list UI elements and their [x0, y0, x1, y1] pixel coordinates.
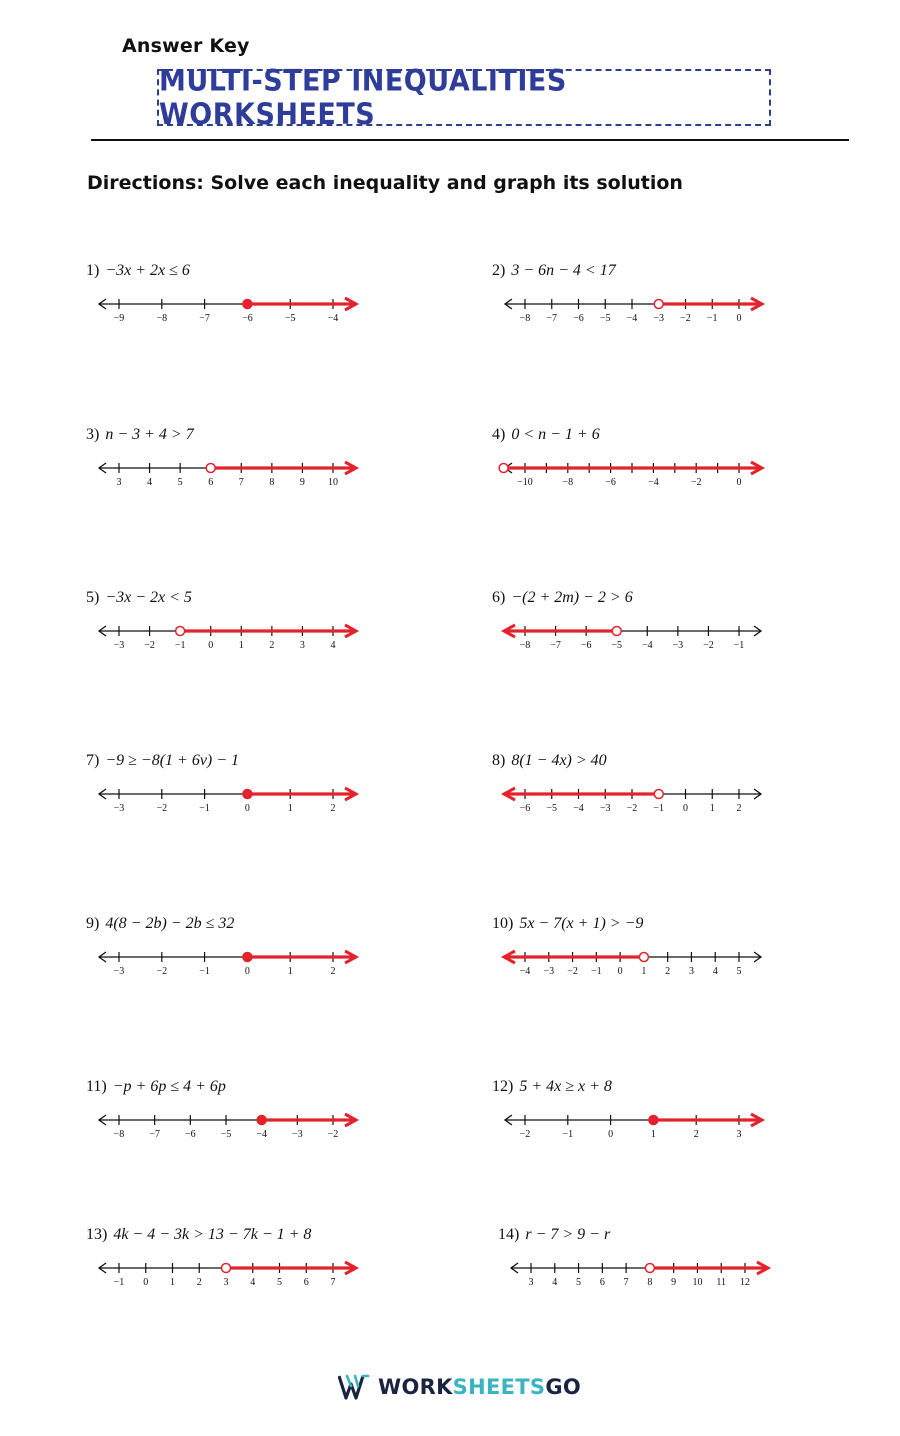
tick-label: 6 — [208, 477, 214, 488]
tick-label: −1 — [113, 1277, 125, 1288]
problem-expression: −p + 6p ≤ 4 + 6p — [112, 1078, 226, 1095]
tick-label: 8 — [647, 1277, 653, 1288]
problem-number: 10) — [492, 915, 514, 932]
tick-label: 6 — [599, 1277, 605, 1288]
problem-statement — [492, 262, 616, 280]
tick-label: −6 — [605, 477, 616, 488]
tick-label: 10 — [692, 1277, 703, 1288]
tick-label: −6 — [242, 313, 253, 324]
tick-label: 5 — [277, 1277, 282, 1288]
tick-label: −1 — [562, 1129, 574, 1140]
problem-number: 5) — [86, 589, 100, 606]
title-banner — [157, 64, 771, 131]
tick-label: 3 — [688, 966, 694, 977]
problem-1 — [86, 262, 386, 332]
number-line — [492, 774, 782, 814]
tick-label: 7 — [238, 477, 244, 488]
tick-label: −4 — [626, 313, 638, 324]
problem-11 — [86, 1078, 386, 1148]
tick-label: −2 — [156, 803, 168, 814]
number-line — [86, 1100, 376, 1140]
tick-label: −1 — [733, 640, 745, 651]
problem-statement — [498, 1226, 610, 1244]
answer-key-label: Answer Key — [122, 35, 250, 57]
tick-label: 5 — [576, 1277, 582, 1288]
tick-label: −8 — [519, 640, 531, 651]
tick-label: −4 — [519, 966, 531, 977]
open-endpoint — [222, 1264, 231, 1273]
tick-label: −1 — [199, 966, 210, 977]
problem-number: 1) — [86, 262, 100, 279]
tick-label: −4 — [327, 313, 339, 324]
tick-label: 0 — [208, 640, 214, 651]
tick-label: −7 — [199, 313, 210, 324]
tick-label: −8 — [113, 1129, 125, 1140]
tick-label: 0 — [736, 477, 742, 488]
number-line — [492, 611, 782, 651]
tick-label: −5 — [546, 803, 558, 814]
problem-expression: 4(8 − 2b) − 2b ≤ 32 — [105, 915, 235, 932]
number-line — [492, 448, 782, 488]
tick-label: 2 — [269, 640, 275, 651]
number-line — [86, 611, 376, 651]
logo-wordmark: WORKSHEETSGO — [378, 1375, 582, 1399]
problem-expression: 5 + 4x ≥ x + 8 — [519, 1078, 612, 1095]
tick-label: 0 — [736, 313, 742, 324]
tick-label: 1 — [238, 640, 244, 651]
number-line — [498, 1248, 788, 1288]
number-line — [86, 774, 376, 814]
open-endpoint — [645, 1264, 654, 1273]
problem-number: 6) — [492, 589, 506, 606]
tick-label: 1 — [287, 803, 293, 814]
problem-statement — [86, 752, 239, 770]
closed-endpoint — [257, 1116, 266, 1125]
number-line — [492, 1100, 782, 1140]
tick-label: 3 — [299, 640, 305, 651]
tick-label: −7 — [546, 313, 558, 324]
tick-label: −9 — [113, 313, 125, 324]
number-line — [492, 284, 782, 324]
problem-statement — [492, 915, 643, 933]
tick-label: 1 — [287, 966, 293, 977]
problem-number: 13) — [86, 1226, 108, 1243]
tick-label: 2 — [330, 803, 336, 814]
tick-label: 6 — [303, 1277, 309, 1288]
tick-label: −1 — [199, 803, 210, 814]
tick-label: 0 — [143, 1277, 149, 1288]
problem-number: 2) — [492, 262, 506, 279]
problem-6 — [492, 589, 792, 659]
problem-expression: 8(1 − 4x) > 40 — [511, 752, 607, 769]
tick-label: −1 — [653, 803, 665, 814]
problem-expression: 4k − 4 − 3k > 13 − 7k − 1 + 8 — [113, 1226, 312, 1243]
tick-label: −2 — [519, 1129, 531, 1140]
tick-label: 7 — [330, 1277, 336, 1288]
tick-label: 0 — [244, 966, 250, 977]
open-endpoint — [612, 627, 621, 636]
tick-label: −2 — [327, 1129, 339, 1140]
problem-statement — [86, 915, 234, 933]
tick-label: 4 — [147, 477, 153, 488]
open-endpoint — [206, 464, 215, 473]
tick-label: 3 — [116, 477, 122, 488]
tick-label: −6 — [580, 640, 592, 651]
tick-label: 7 — [623, 1277, 629, 1288]
tick-label: −4 — [641, 640, 653, 651]
problem-statement — [86, 426, 194, 444]
number-line — [86, 937, 376, 977]
tick-label: −2 — [703, 640, 714, 651]
problem-expression: −3x + 2x ≤ 6 — [105, 262, 190, 279]
open-endpoint — [639, 953, 648, 962]
tick-label: 1 — [170, 1277, 175, 1288]
open-endpoint — [176, 627, 185, 636]
tick-label: −5 — [599, 313, 611, 324]
tick-label: −2 — [680, 313, 691, 324]
tick-label: −2 — [626, 803, 638, 814]
problem-expression: 0 < n − 1 + 6 — [511, 426, 600, 443]
tick-label: −2 — [690, 477, 702, 488]
problem-number: 4) — [492, 426, 506, 443]
problem-13 — [86, 1226, 386, 1296]
tick-label: 3 — [223, 1277, 229, 1288]
problem-2 — [492, 262, 792, 332]
closed-endpoint — [243, 300, 252, 309]
problem-expression: n − 3 + 4 > 7 — [105, 426, 194, 443]
problem-statement — [86, 1226, 311, 1244]
problem-3 — [86, 426, 386, 496]
problem-statement — [492, 1078, 612, 1096]
tick-label: 10 — [328, 477, 338, 488]
tick-label: 9 — [299, 477, 305, 488]
problem-7 — [86, 752, 386, 822]
open-endpoint — [654, 790, 663, 799]
tick-label: −4 — [573, 803, 584, 814]
number-line — [86, 1248, 376, 1288]
problem-number: 8) — [492, 752, 506, 769]
problem-10 — [492, 915, 792, 985]
tick-label: 4 — [250, 1277, 256, 1288]
tick-label: −3 — [113, 640, 125, 651]
problem-number: 11) — [86, 1078, 107, 1095]
tick-label: −8 — [562, 477, 574, 488]
tick-label: 0 — [617, 966, 623, 977]
problem-9 — [86, 915, 386, 985]
problem-12 — [492, 1078, 792, 1148]
tick-label: 2 — [736, 803, 742, 814]
problem-expression: −(2 + 2m) − 2 > 6 — [511, 589, 633, 606]
problem-5 — [86, 589, 386, 659]
tick-label: 0 — [244, 803, 250, 814]
tick-label: 5 — [736, 966, 742, 977]
problem-statement — [492, 752, 607, 770]
tick-label: −7 — [149, 1129, 160, 1140]
tick-label: −10 — [517, 477, 533, 488]
problem-number: 9) — [86, 915, 100, 932]
problem-expression: 5x − 7(x + 1) > −9 — [519, 915, 644, 932]
tick-label: 8 — [269, 477, 275, 488]
tick-label: −2 — [144, 640, 155, 651]
tick-label: 11 — [716, 1277, 727, 1288]
tick-label: −3 — [653, 313, 665, 324]
problem-4 — [492, 426, 792, 496]
tick-label: 4 — [330, 640, 336, 651]
problem-number: 14) — [498, 1226, 520, 1243]
tick-label: 3 — [528, 1277, 534, 1288]
problem-expression: −9 ≥ −8(1 + 6v) − 1 — [105, 752, 240, 769]
tick-label: 1 — [709, 803, 715, 814]
tick-label: −3 — [543, 966, 555, 977]
tick-label: −2 — [156, 966, 168, 977]
tick-label: −4 — [648, 477, 659, 488]
tick-label: −1 — [706, 313, 718, 324]
worksheetsgo-logo-icon — [338, 1374, 370, 1400]
open-endpoint — [499, 464, 508, 473]
tick-label: −7 — [550, 640, 561, 651]
problem-statement — [492, 426, 600, 444]
tick-label: −6 — [573, 313, 584, 324]
tick-label: 2 — [196, 1277, 202, 1288]
tick-label: −2 — [567, 966, 578, 977]
number-line — [492, 937, 782, 977]
tick-label: −6 — [185, 1129, 196, 1140]
tick-label: −3 — [113, 966, 125, 977]
problem-number: 12) — [492, 1078, 514, 1095]
problem-expression: −3x − 2x < 5 — [105, 589, 192, 606]
tick-label: 9 — [671, 1277, 677, 1288]
worksheet-title: MULTI-STEP INEQUALITIES WORKSHEETS — [159, 64, 567, 131]
tick-label: 1 — [641, 966, 647, 977]
tick-label: 0 — [608, 1129, 614, 1140]
tick-label: −3 — [292, 1129, 303, 1140]
tick-label: −8 — [156, 313, 168, 324]
tick-label: 2 — [693, 1129, 699, 1140]
tick-label: 3 — [736, 1129, 742, 1140]
tick-label: −8 — [519, 313, 531, 324]
tick-label: −1 — [591, 966, 602, 977]
tick-label: 4 — [712, 966, 718, 977]
tick-label: 0 — [683, 803, 688, 814]
problem-statement — [492, 589, 633, 607]
tick-label: −6 — [519, 803, 531, 814]
tick-label: −5 — [220, 1129, 232, 1140]
number-line — [86, 448, 376, 488]
problem-statement — [86, 1078, 226, 1096]
problem-number: 7) — [86, 752, 100, 769]
closed-endpoint — [649, 1116, 658, 1125]
tick-label: −3 — [599, 803, 611, 814]
tick-label: −1 — [174, 640, 186, 651]
tick-label: −3 — [672, 640, 684, 651]
problem-statement — [86, 262, 190, 280]
problem-14 — [498, 1226, 798, 1296]
header-divider — [91, 139, 849, 141]
closed-endpoint — [243, 790, 252, 799]
problem-expression: 3 − 6n − 4 < 17 — [511, 262, 616, 279]
tick-label: 1 — [650, 1129, 656, 1140]
tick-label: 2 — [330, 966, 336, 977]
footer-logo — [338, 1374, 581, 1400]
tick-label: −5 — [284, 313, 296, 324]
problem-8 — [492, 752, 792, 822]
problem-expression: r − 7 > 9 − r — [525, 1226, 611, 1243]
tick-label: 2 — [665, 966, 671, 977]
tick-label: −4 — [256, 1129, 267, 1140]
problem-number: 3) — [86, 426, 100, 443]
tick-label: −5 — [611, 640, 623, 651]
open-endpoint — [654, 300, 663, 309]
tick-label: 4 — [552, 1277, 558, 1288]
tick-label: 5 — [177, 477, 183, 488]
closed-endpoint — [243, 953, 252, 962]
tick-label: −3 — [113, 803, 125, 814]
number-line — [86, 284, 376, 324]
problem-statement — [86, 589, 192, 607]
directions-text: Directions: Solve each inequality and graph its solution — [87, 172, 683, 194]
tick-label: 12 — [740, 1277, 750, 1288]
